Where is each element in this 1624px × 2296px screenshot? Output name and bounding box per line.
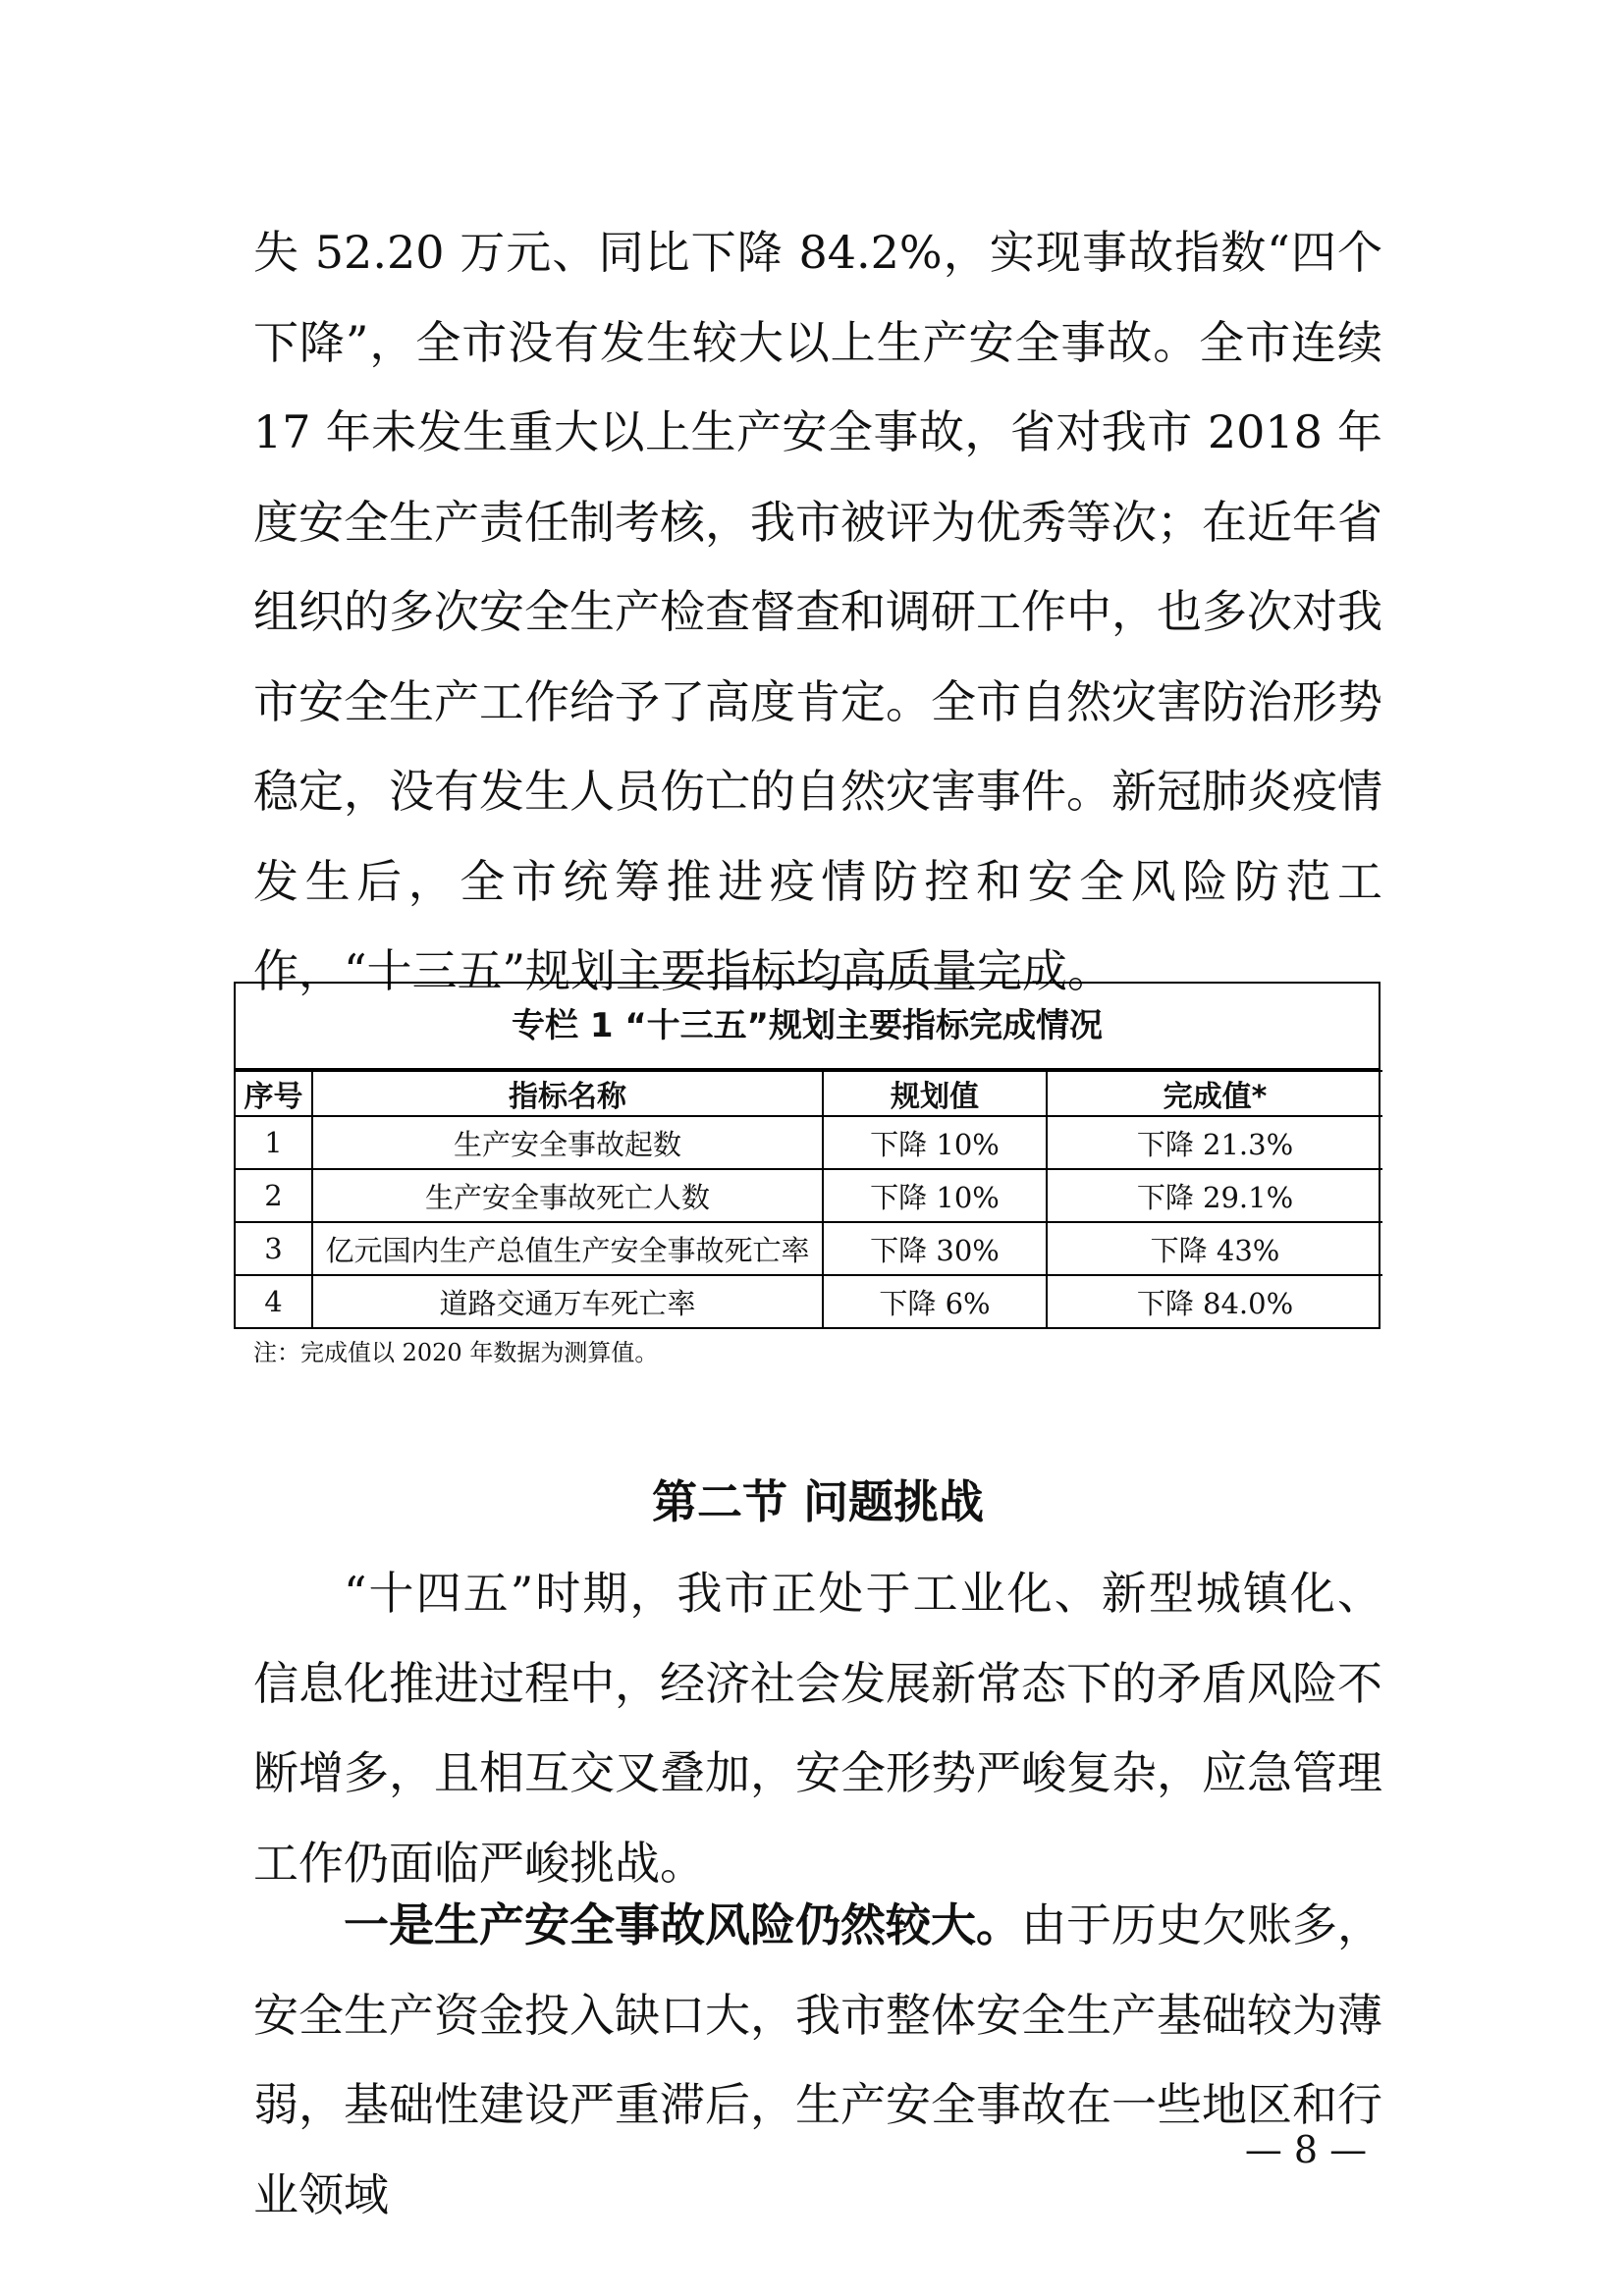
table-row <box>236 1222 1382 1275</box>
page-number: — 8 — <box>1244 2128 1368 2171</box>
cell-index: 2 <box>236 1169 312 1222</box>
cell-completed-value: 下降 84.0% <box>1047 1275 1382 1327</box>
cell-completed-value: 下降 43% <box>1047 1222 1382 1275</box>
indicator-table-panel <box>234 982 1380 1329</box>
cell-index: 1 <box>236 1116 312 1169</box>
cell-index: 3 <box>236 1222 312 1275</box>
cell-index: 4 <box>236 1275 312 1327</box>
header-planned-value: 规划值 <box>823 1071 1047 1116</box>
table-row <box>236 1169 1382 1222</box>
header-index: 序号 <box>236 1071 312 1116</box>
section-heading: 第二节 问题挑战 <box>651 1475 984 1528</box>
cell-indicator-name: 生产安全事故起数 <box>312 1116 823 1169</box>
table-note: 注：完成值以 2020 年数据为测算值。 <box>253 1339 659 1366</box>
cell-completed-value: 下降 21.3% <box>1047 1116 1382 1169</box>
challenge-paragraph: “十四五”时期，我市正处于工业化、新型城镇化、信息化推进过程中，经济社会发展新常态下的矛盾风险不断增多，且相互交叉叠加，安全形势严峻复杂，应急管理工作仍面临严峻挑战。 <box>253 1567 1382 1890</box>
cell-completed-value: 下降 29.1% <box>1047 1169 1382 1222</box>
table-row <box>236 1275 1382 1327</box>
header-indicator-name: 指标名称 <box>312 1071 823 1116</box>
risk-lead-sentence: 一是生产安全事故风险仍然较大。 <box>344 1898 1021 1951</box>
cell-planned-value: 下降 10% <box>823 1116 1047 1169</box>
table-row <box>236 1116 1382 1169</box>
table-header-row <box>236 1071 1382 1116</box>
cell-indicator-name: 亿元国内生产总值生产安全事故死亡率 <box>312 1222 823 1275</box>
risk-body-text: 由于历史欠账多，安全生产资金投入缺口大，我市整体安全生产基础较为薄弱，基础性建设严重滞后，生产安全事故在一些地区和行业领域 <box>253 1898 1382 2221</box>
cell-planned-value: 下降 10% <box>823 1169 1047 1222</box>
cell-indicator-name: 生产安全事故死亡人数 <box>312 1169 823 1222</box>
cell-planned-value: 下降 30% <box>823 1222 1047 1275</box>
cell-indicator-name: 道路交通万车死亡率 <box>312 1275 823 1327</box>
intro-paragraph: 失 52.20 万元、同比下降 84.2%，实现事故指数“四个下降”，全市没有发生较大以上生产安全事故。全市连续 17 年未发生重大以上生产安全事故，省对我市 2018 年度安全生产责任制考核，我市被评为优秀等次；在近年省组织的多次安全生产检查督查和调研工作中，也多次对我市安全生产工作给予了高度肯定。全市自然灾害防治形势稳定，没有发生人员伤亡的自然灾害事件。新冠肺炎疫情发生后，全市统筹推进疫情防控和安全风险防范工作，“十三五”规划主要指标均高质量完成。 <box>253 226 1382 997</box>
table-title: 专栏 1 “十三五”规划主要指标完成情况 <box>236 984 1379 1070</box>
header-completed-value: 完成值* <box>1047 1071 1382 1116</box>
cell-planned-value: 下降 6% <box>823 1275 1047 1327</box>
risk-paragraph <box>253 1881 1382 2240</box>
indicator-table <box>236 1070 1382 1327</box>
